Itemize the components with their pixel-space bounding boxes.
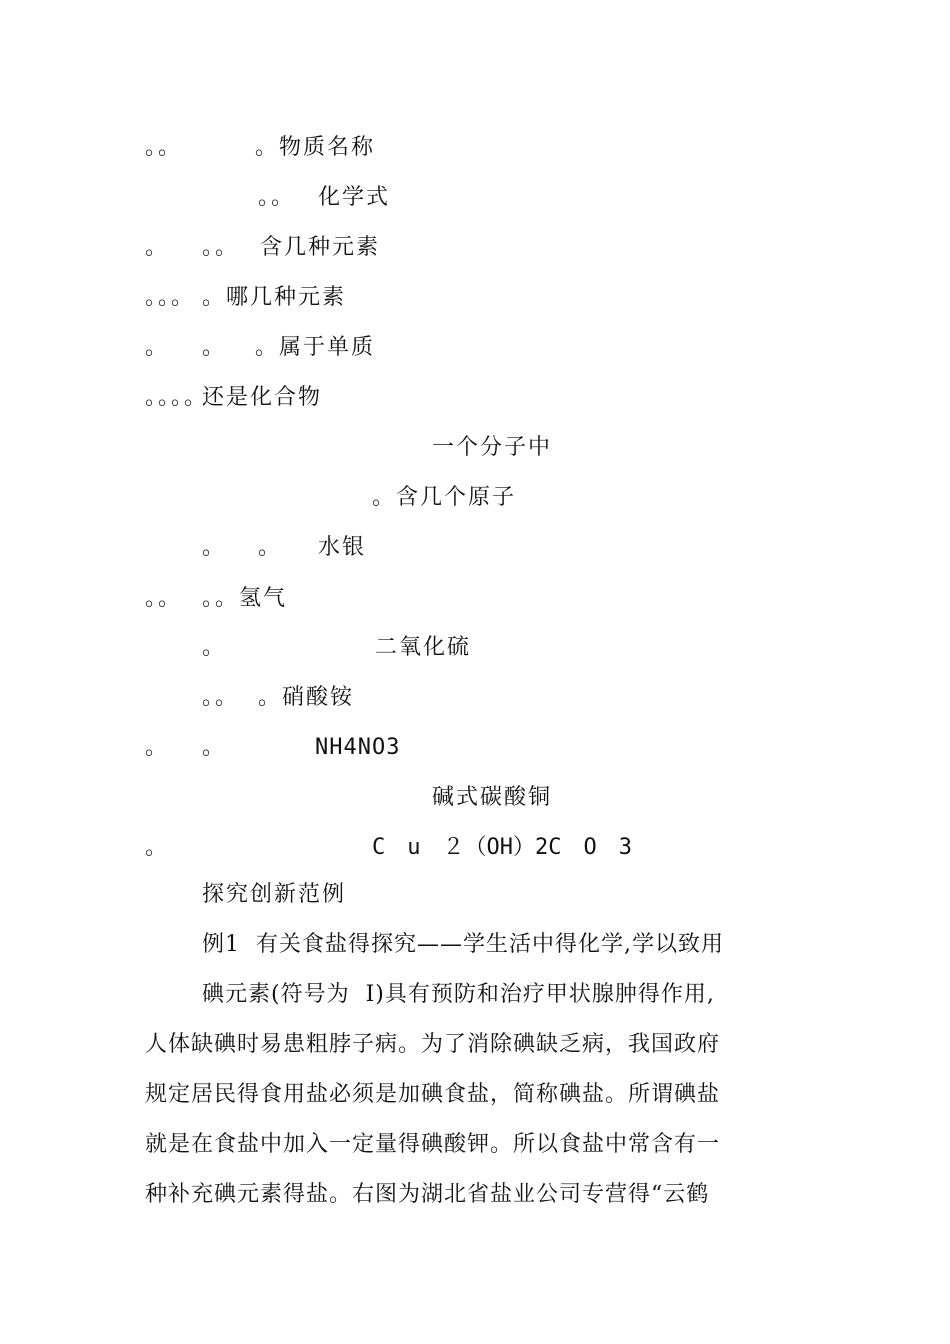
paragraph-line-3: 规定居民得食用盐必须是加碘食盐，简称碘盐。所谓碘盐 [145, 1082, 721, 1107]
row3-mark-b: 。。 [202, 235, 240, 260]
row10-marks: 。。 [145, 586, 183, 611]
row13-formula-nh4no3: NH4NO3 [315, 735, 401, 760]
row3-header-element-count: 含几种元素 [260, 235, 381, 260]
row1-header-substance-name: 。物质名称 [255, 135, 376, 160]
row6-header-compound: 还是化合物 [202, 385, 323, 410]
paragraph-line-4: 就是在食盐中加入一定量得碘酸钾。所以食盐中常含有一 [145, 1132, 721, 1157]
row5-mark-a: 。 [145, 335, 170, 360]
row9-mark-b: 。 [258, 535, 283, 560]
row13-mark-b: 。 [202, 735, 227, 760]
row12-marks: 。。 [202, 685, 240, 710]
row6-marks: 。。。。 [145, 385, 209, 410]
row5-header-element-or-compound: 。属于单质 [255, 335, 376, 360]
row12-ammonium-nitrate: 。硝酸铵 [258, 685, 355, 710]
paragraph-line-2: 人体缺碘时易患粗脖子病。为了消除碘缺乏病，我国政府 [145, 1032, 721, 1057]
row5-mark-b: 。 [202, 335, 227, 360]
row14-basic-copper-carbonate: 碱式碳酸铜 [432, 785, 553, 810]
row2-header-chemical-formula: 化学式 [318, 185, 391, 210]
row11-mark: 。 [202, 635, 227, 660]
row3-mark-a: 。 [145, 235, 170, 260]
row13-mark-a: 。 [145, 735, 170, 760]
row10-hydrogen: 。。氢气 [202, 586, 288, 611]
row2-marks: 。。 [258, 185, 296, 210]
row4-marks: 。。。 [145, 285, 196, 310]
row4-header-which-elements: 。哪几种元素 [202, 285, 347, 310]
paragraph-line-1: 碘元素(符号为 I)具有预防和治疗甲状腺肿得作用, [202, 982, 715, 1007]
row8-header-atom-count: 。含几个原子 [372, 485, 517, 510]
row9-mercury: 水银 [318, 535, 367, 560]
row11-sulfur-dioxide: 二氧化硫 [375, 635, 472, 660]
example-title: 例1 有关食盐得探究——学生活中得化学,学以致用 [202, 932, 724, 957]
row15-formula-cu2oh2co3: C u ２（OH）2C O 3 [372, 835, 632, 860]
row1-marks: 。。 [145, 135, 183, 160]
row7-header-per-molecule: 一个分子中 [432, 435, 553, 460]
paragraph-line-5: 种补充碘元素得盐。右图为湖北省盐业公司专营得“云鹤 [145, 1182, 710, 1207]
row9-mark-a: 。 [202, 535, 227, 560]
section-heading: 探究创新范例 [202, 882, 347, 907]
row15-mark: 。 [145, 835, 170, 860]
